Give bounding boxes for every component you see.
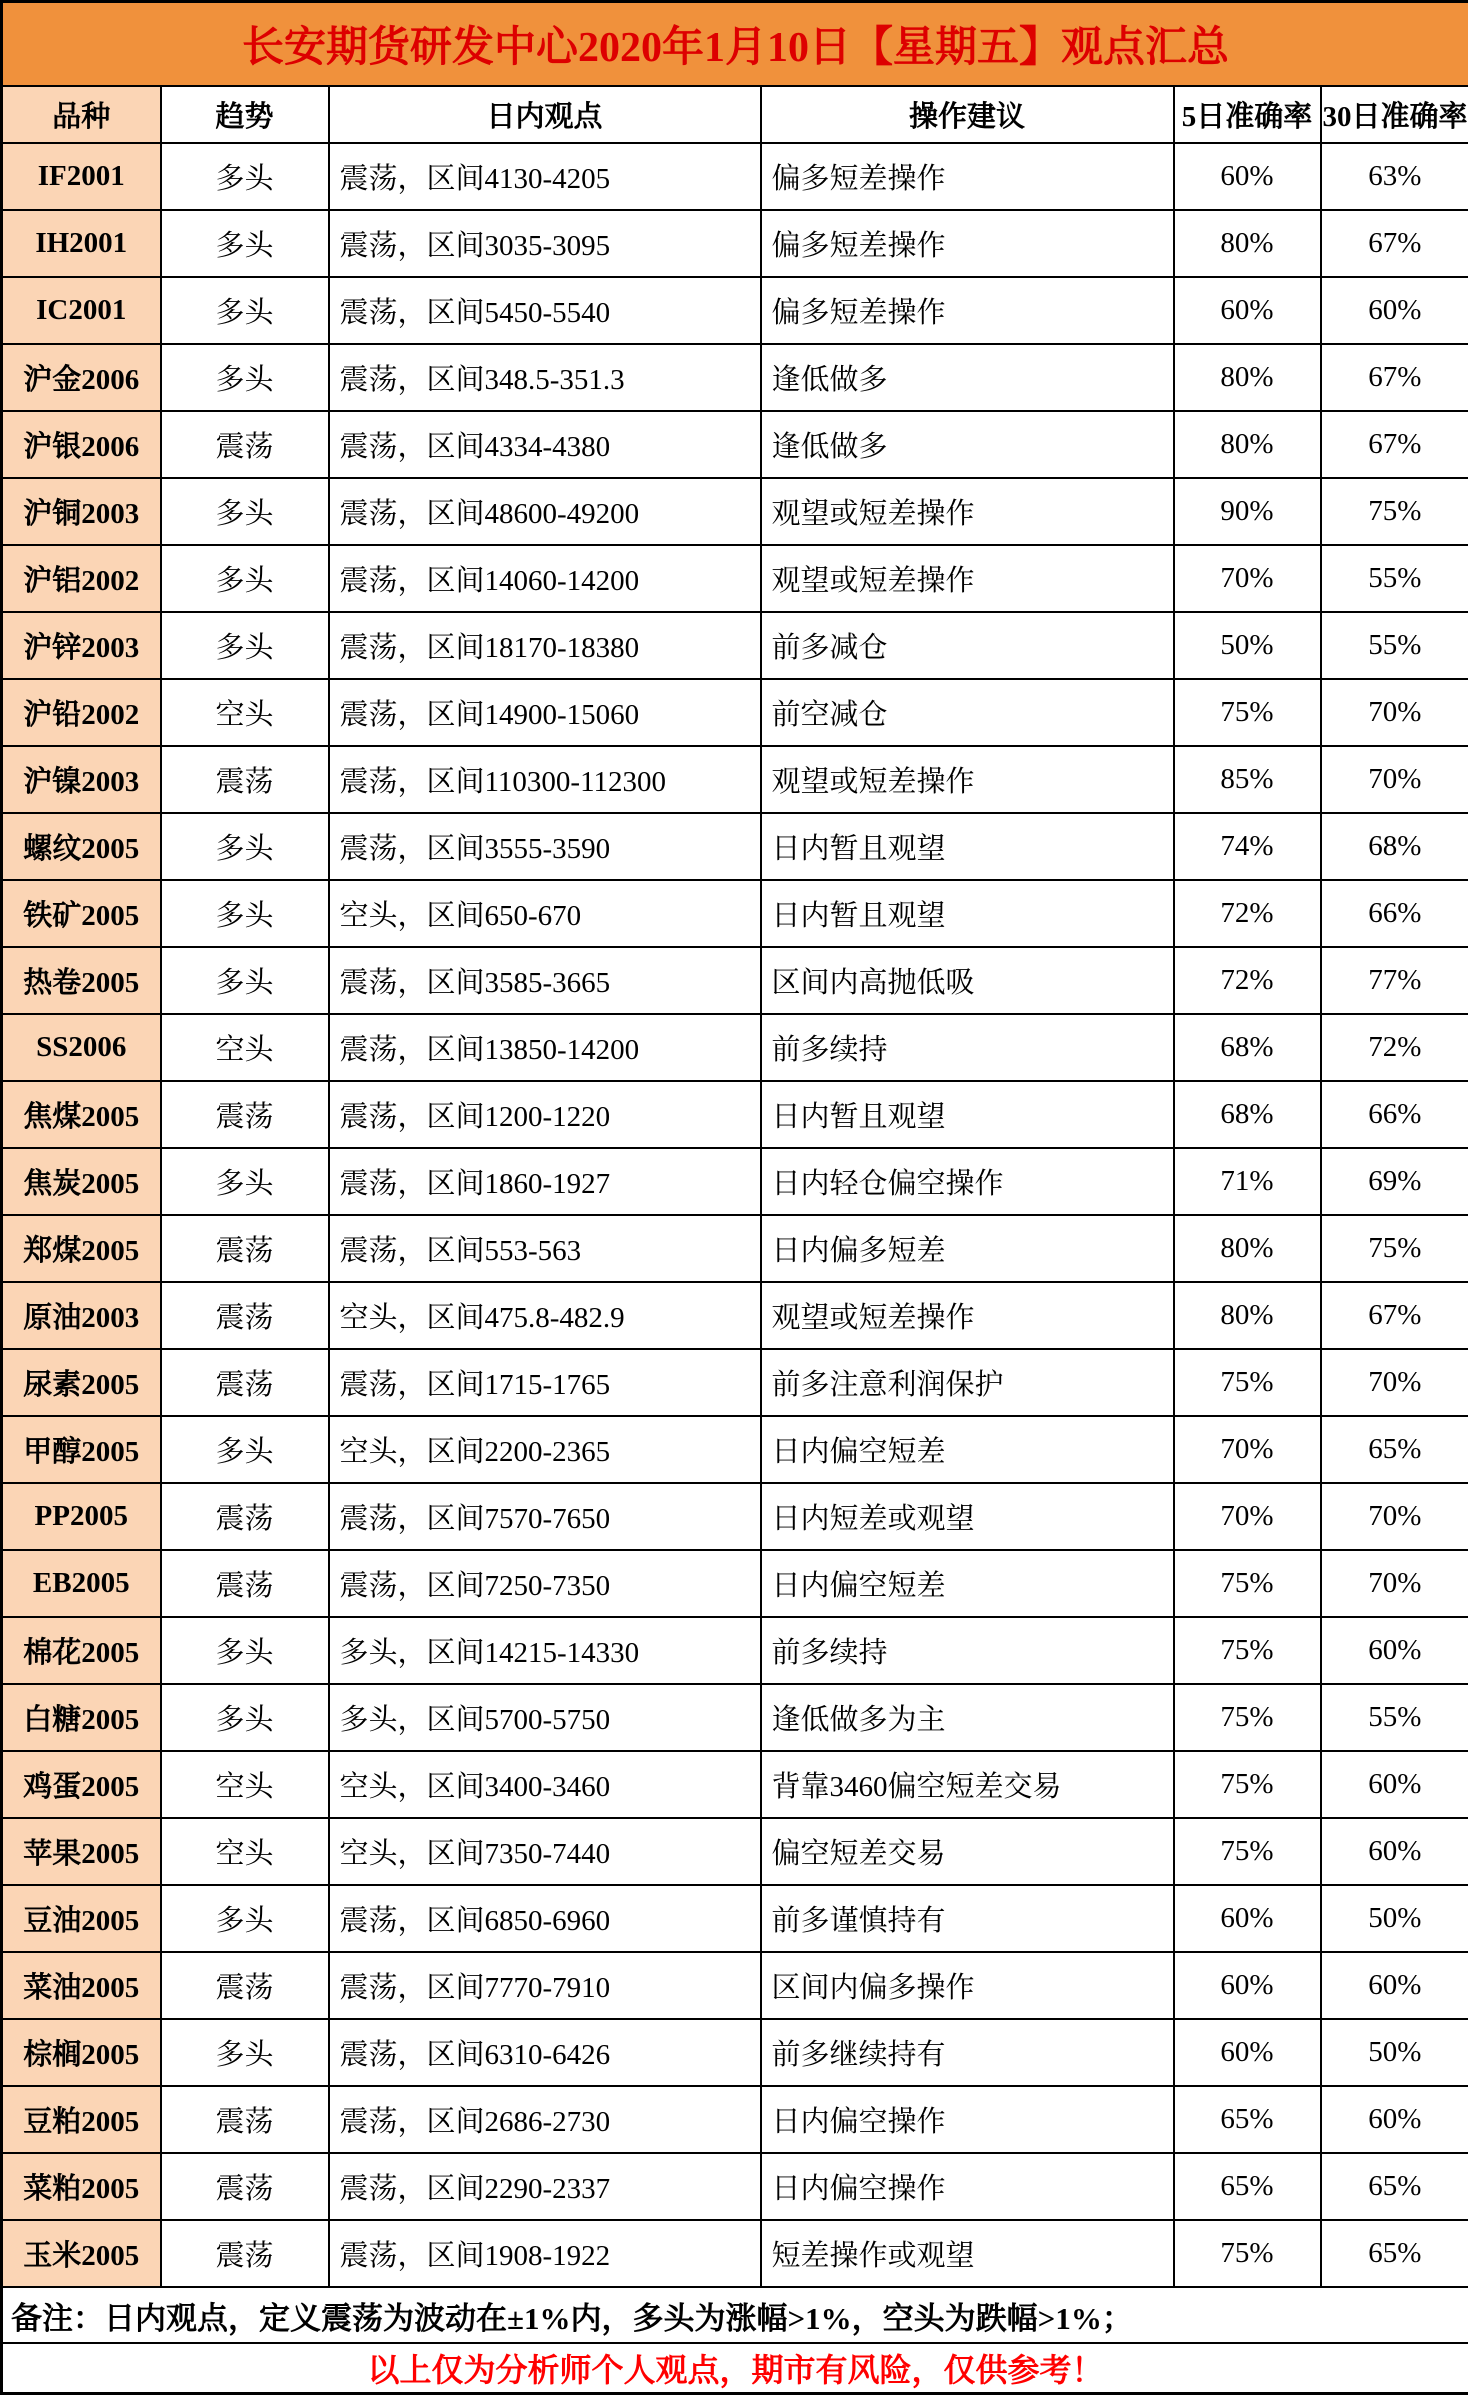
- accuracy-5d-cell: 80%: [1174, 1282, 1321, 1349]
- intraday-view-cell: 空头，区间2200-2365: [329, 1416, 761, 1483]
- table-row: [2, 411, 1468, 478]
- accuracy-5d-cell: 70%: [1174, 1416, 1321, 1483]
- page-title: 长安期货研发中心2020年1月10日【星期五】观点汇总: [2, 2, 1468, 87]
- variety-cell: SS2006: [2, 1014, 161, 1081]
- intraday-view-cell: 震荡，区间3035-3095: [329, 210, 761, 277]
- variety-cell: 沪锌2003: [2, 612, 161, 679]
- advice-cell: 观望或短差操作: [761, 478, 1174, 545]
- variety-cell: 沪铝2002: [2, 545, 161, 612]
- accuracy-30d-cell: 67%: [1321, 1282, 1468, 1349]
- table-row: [2, 344, 1468, 411]
- intraday-view-cell: 震荡，区间6850-6960: [329, 1885, 761, 1952]
- variety-cell: 鸡蛋2005: [2, 1751, 161, 1818]
- table-row: [2, 143, 1468, 210]
- table-row: [2, 1684, 1468, 1751]
- intraday-view-cell: 震荡，区间348.5-351.3: [329, 344, 761, 411]
- accuracy-5d-cell: 75%: [1174, 1818, 1321, 1885]
- advice-cell: 日内暂且观望: [761, 813, 1174, 880]
- intraday-view-cell: 震荡，区间1715-1765: [329, 1349, 761, 1416]
- variety-cell: 沪铅2002: [2, 679, 161, 746]
- table-row: [2, 746, 1468, 813]
- variety-cell: IC2001: [2, 277, 161, 344]
- advice-cell: 观望或短差操作: [761, 545, 1174, 612]
- accuracy-30d-cell: 66%: [1321, 880, 1468, 947]
- trend-cell: 多头: [161, 1617, 329, 1684]
- intraday-view-cell: 震荡，区间14900-15060: [329, 679, 761, 746]
- variety-cell: 郑煤2005: [2, 1215, 161, 1282]
- accuracy-30d-cell: 60%: [1321, 1617, 1468, 1684]
- intraday-view-cell: 震荡，区间4334-4380: [329, 411, 761, 478]
- intraday-view-cell: 震荡，区间13850-14200: [329, 1014, 761, 1081]
- accuracy-30d-cell: 60%: [1321, 2086, 1468, 2153]
- accuracy-5d-cell: 60%: [1174, 277, 1321, 344]
- intraday-view-cell: 多头，区间5700-5750: [329, 1684, 761, 1751]
- trend-cell: 震荡: [161, 1483, 329, 1550]
- table-row: [2, 813, 1468, 880]
- variety-cell: 菜粕2005: [2, 2153, 161, 2220]
- table-row: [2, 1416, 1468, 1483]
- intraday-view-cell: 震荡，区间2290-2337: [329, 2153, 761, 2220]
- advice-cell: 背靠3460偏空短差交易: [761, 1751, 1174, 1818]
- intraday-view-cell: 空头，区间650-670: [329, 880, 761, 947]
- trend-cell: 震荡: [161, 2086, 329, 2153]
- accuracy-30d-cell: 55%: [1321, 1684, 1468, 1751]
- trend-cell: 震荡: [161, 1081, 329, 1148]
- header-accuracy-30d: 30日准确率: [1321, 86, 1468, 143]
- table-row: [2, 478, 1468, 545]
- trend-cell: 多头: [161, 1416, 329, 1483]
- accuracy-5d-cell: 75%: [1174, 679, 1321, 746]
- accuracy-30d-cell: 66%: [1321, 1081, 1468, 1148]
- table-row: [2, 1349, 1468, 1416]
- table-row: [2, 2153, 1468, 2220]
- trend-cell: 震荡: [161, 411, 329, 478]
- variety-cell: 豆油2005: [2, 1885, 161, 1952]
- accuracy-5d-cell: 80%: [1174, 344, 1321, 411]
- accuracy-30d-cell: 67%: [1321, 344, 1468, 411]
- accuracy-30d-cell: 50%: [1321, 1885, 1468, 1952]
- accuracy-5d-cell: 75%: [1174, 1684, 1321, 1751]
- variety-cell: 沪镍2003: [2, 746, 161, 813]
- advice-cell: 偏多短差操作: [761, 210, 1174, 277]
- accuracy-30d-cell: 70%: [1321, 746, 1468, 813]
- variety-cell: IH2001: [2, 210, 161, 277]
- advice-cell: 日内轻仓偏空操作: [761, 1148, 1174, 1215]
- accuracy-5d-cell: 71%: [1174, 1148, 1321, 1215]
- trend-cell: 多头: [161, 612, 329, 679]
- trend-cell: 空头: [161, 1014, 329, 1081]
- table-row: [2, 947, 1468, 1014]
- column-header-row: [2, 86, 1468, 143]
- accuracy-5d-cell: 70%: [1174, 545, 1321, 612]
- trend-cell: 空头: [161, 1751, 329, 1818]
- accuracy-30d-cell: 70%: [1321, 679, 1468, 746]
- intraday-view-cell: 震荡，区间7250-7350: [329, 1550, 761, 1617]
- table-row: [2, 2019, 1468, 2086]
- table-body: [2, 143, 1468, 2287]
- accuracy-5d-cell: 90%: [1174, 478, 1321, 545]
- variety-cell: 原油2003: [2, 1282, 161, 1349]
- advice-cell: 日内短差或观望: [761, 1483, 1174, 1550]
- intraday-view-cell: 震荡，区间5450-5540: [329, 277, 761, 344]
- variety-cell: 尿素2005: [2, 1349, 161, 1416]
- advice-cell: 区间内高抛低吸: [761, 947, 1174, 1014]
- advice-cell: 前多继续持有: [761, 2019, 1174, 2086]
- accuracy-5d-cell: 65%: [1174, 2086, 1321, 2153]
- accuracy-5d-cell: 74%: [1174, 813, 1321, 880]
- accuracy-30d-cell: 70%: [1321, 1483, 1468, 1550]
- accuracy-30d-cell: 60%: [1321, 1818, 1468, 1885]
- table-row: [2, 1081, 1468, 1148]
- trend-cell: 多头: [161, 2019, 329, 2086]
- accuracy-30d-cell: 75%: [1321, 478, 1468, 545]
- table-row: [2, 2220, 1468, 2287]
- accuracy-30d-cell: 50%: [1321, 2019, 1468, 2086]
- accuracy-30d-cell: 55%: [1321, 612, 1468, 679]
- intraday-view-cell: 震荡，区间14060-14200: [329, 545, 761, 612]
- table-row: [2, 1014, 1468, 1081]
- accuracy-5d-cell: 80%: [1174, 210, 1321, 277]
- table-row: [2, 545, 1468, 612]
- intraday-view-cell: 震荡，区间7770-7910: [329, 1952, 761, 2019]
- advice-cell: 逢低做多: [761, 344, 1174, 411]
- variety-cell: 沪银2006: [2, 411, 161, 478]
- intraday-view-cell: 震荡，区间110300-112300: [329, 746, 761, 813]
- trend-cell: 震荡: [161, 1215, 329, 1282]
- accuracy-30d-cell: 65%: [1321, 2220, 1468, 2287]
- advice-cell: 日内偏空短差: [761, 1416, 1174, 1483]
- variety-cell: 沪金2006: [2, 344, 161, 411]
- advice-cell: 观望或短差操作: [761, 1282, 1174, 1349]
- variety-cell: 铁矿2005: [2, 880, 161, 947]
- variety-cell: 热卷2005: [2, 947, 161, 1014]
- intraday-view-cell: 多头，区间14215-14330: [329, 1617, 761, 1684]
- trend-cell: 震荡: [161, 746, 329, 813]
- intraday-view-cell: 震荡，区间4130-4205: [329, 143, 761, 210]
- accuracy-5d-cell: 70%: [1174, 1483, 1321, 1550]
- accuracy-5d-cell: 72%: [1174, 880, 1321, 947]
- table-row: [2, 1617, 1468, 1684]
- advice-cell: 前多续持: [761, 1014, 1174, 1081]
- intraday-view-cell: 震荡，区间7570-7650: [329, 1483, 761, 1550]
- accuracy-30d-cell: 60%: [1321, 277, 1468, 344]
- advice-cell: 前多谨慎持有: [761, 1885, 1174, 1952]
- disclaimer-text: 以上仅为分析师个人观点，期市有风险，仅供参考！: [2, 2343, 1468, 2394]
- trend-cell: 多头: [161, 277, 329, 344]
- advice-cell: 偏多短差操作: [761, 277, 1174, 344]
- header-variety: 品种: [2, 86, 161, 143]
- intraday-view-cell: 震荡，区间6310-6426: [329, 2019, 761, 2086]
- accuracy-5d-cell: 60%: [1174, 2019, 1321, 2086]
- advice-cell: 偏多短差操作: [761, 143, 1174, 210]
- accuracy-30d-cell: 67%: [1321, 210, 1468, 277]
- note-row: [2, 2287, 1468, 2343]
- advice-cell: 前多注意利润保护: [761, 1349, 1174, 1416]
- variety-cell: 焦炭2005: [2, 1148, 161, 1215]
- trend-cell: 空头: [161, 679, 329, 746]
- accuracy-5d-cell: 72%: [1174, 947, 1321, 1014]
- trend-cell: 多头: [161, 813, 329, 880]
- accuracy-5d-cell: 68%: [1174, 1081, 1321, 1148]
- advice-cell: 日内暂且观望: [761, 880, 1174, 947]
- note-text: 备注：日内观点，定义震荡为波动在±1%内，多头为涨幅>1%，空头为跌幅>1%；: [2, 2287, 1468, 2343]
- title-bar: [2, 2, 1468, 87]
- advice-cell: 日内偏空短差: [761, 1550, 1174, 1617]
- intraday-view-cell: 震荡，区间1860-1927: [329, 1148, 761, 1215]
- advice-cell: 偏空短差交易: [761, 1818, 1174, 1885]
- advice-cell: 区间内偏多操作: [761, 1952, 1174, 2019]
- accuracy-30d-cell: 77%: [1321, 947, 1468, 1014]
- accuracy-30d-cell: 60%: [1321, 1952, 1468, 2019]
- accuracy-5d-cell: 75%: [1174, 2220, 1321, 2287]
- accuracy-30d-cell: 60%: [1321, 1751, 1468, 1818]
- advice-cell: 日内偏多短差: [761, 1215, 1174, 1282]
- accuracy-5d-cell: 60%: [1174, 1885, 1321, 1952]
- accuracy-30d-cell: 55%: [1321, 545, 1468, 612]
- table-row: [2, 880, 1468, 947]
- table-row: [2, 1483, 1468, 1550]
- accuracy-5d-cell: 80%: [1174, 1215, 1321, 1282]
- table-row: [2, 1885, 1468, 1952]
- intraday-view-cell: 震荡，区间18170-18380: [329, 612, 761, 679]
- advice-cell: 观望或短差操作: [761, 746, 1174, 813]
- variety-cell: 棉花2005: [2, 1617, 161, 1684]
- trend-cell: 震荡: [161, 1952, 329, 2019]
- variety-cell: 苹果2005: [2, 1818, 161, 1885]
- accuracy-30d-cell: 68%: [1321, 813, 1468, 880]
- accuracy-30d-cell: 75%: [1321, 1215, 1468, 1282]
- advice-cell: 前多续持: [761, 1617, 1174, 1684]
- variety-cell: EB2005: [2, 1550, 161, 1617]
- intraday-view-cell: 震荡，区间553-563: [329, 1215, 761, 1282]
- advice-cell: 短差操作或观望: [761, 2220, 1174, 2287]
- variety-cell: PP2005: [2, 1483, 161, 1550]
- trend-cell: 多头: [161, 143, 329, 210]
- table-row: [2, 1148, 1468, 1215]
- intraday-view-cell: 震荡，区间3585-3665: [329, 947, 761, 1014]
- header-intraday-view: 日内观点: [329, 86, 761, 143]
- advice-cell: 日内偏空操作: [761, 2153, 1174, 2220]
- variety-cell: 棕榈2005: [2, 2019, 161, 2086]
- accuracy-5d-cell: 75%: [1174, 1349, 1321, 1416]
- disclaimer-row: [2, 2343, 1468, 2394]
- intraday-view-cell: 震荡，区间2686-2730: [329, 2086, 761, 2153]
- accuracy-30d-cell: 63%: [1321, 143, 1468, 210]
- table-row: [2, 210, 1468, 277]
- trend-cell: 多头: [161, 344, 329, 411]
- accuracy-5d-cell: 85%: [1174, 746, 1321, 813]
- intraday-view-cell: 空头，区间475.8-482.9: [329, 1282, 761, 1349]
- intraday-view-cell: 空头，区间7350-7440: [329, 1818, 761, 1885]
- header-accuracy-5d: 5日准确率: [1174, 86, 1321, 143]
- accuracy-30d-cell: 65%: [1321, 2153, 1468, 2220]
- trend-cell: 震荡: [161, 2153, 329, 2220]
- variety-cell: 甲醇2005: [2, 1416, 161, 1483]
- table-row: [2, 612, 1468, 679]
- trend-cell: 多头: [161, 1684, 329, 1751]
- variety-cell: 玉米2005: [2, 2220, 161, 2287]
- table-row: [2, 1282, 1468, 1349]
- trend-cell: 多头: [161, 947, 329, 1014]
- accuracy-5d-cell: 75%: [1174, 1751, 1321, 1818]
- variety-cell: 豆粕2005: [2, 2086, 161, 2153]
- table-row: [2, 1952, 1468, 2019]
- table-row: [2, 1818, 1468, 1885]
- trend-cell: 多头: [161, 545, 329, 612]
- accuracy-5d-cell: 68%: [1174, 1014, 1321, 1081]
- table-row: [2, 1215, 1468, 1282]
- accuracy-5d-cell: 50%: [1174, 612, 1321, 679]
- variety-cell: 螺纹2005: [2, 813, 161, 880]
- variety-cell: 白糖2005: [2, 1684, 161, 1751]
- accuracy-30d-cell: 65%: [1321, 1416, 1468, 1483]
- accuracy-5d-cell: 80%: [1174, 411, 1321, 478]
- intraday-view-cell: 空头，区间3400-3460: [329, 1751, 761, 1818]
- trend-cell: 多头: [161, 478, 329, 545]
- trend-cell: 震荡: [161, 1349, 329, 1416]
- variety-cell: 菜油2005: [2, 1952, 161, 2019]
- accuracy-30d-cell: 70%: [1321, 1349, 1468, 1416]
- intraday-view-cell: 震荡，区间48600-49200: [329, 478, 761, 545]
- accuracy-5d-cell: 75%: [1174, 1617, 1321, 1684]
- table-row: [2, 679, 1468, 746]
- table-row: [2, 1751, 1468, 1818]
- accuracy-5d-cell: 60%: [1174, 1952, 1321, 2019]
- accuracy-30d-cell: 67%: [1321, 411, 1468, 478]
- accuracy-5d-cell: 65%: [1174, 2153, 1321, 2220]
- header-trend: 趋势: [161, 86, 329, 143]
- trend-cell: 多头: [161, 1885, 329, 1952]
- advice-cell: 逢低做多: [761, 411, 1174, 478]
- accuracy-30d-cell: 72%: [1321, 1014, 1468, 1081]
- intraday-view-cell: 震荡，区间3555-3590: [329, 813, 761, 880]
- variety-cell: 焦煤2005: [2, 1081, 161, 1148]
- advice-cell: 日内暂且观望: [761, 1081, 1174, 1148]
- trend-cell: 多头: [161, 210, 329, 277]
- trend-cell: 震荡: [161, 1282, 329, 1349]
- table-row: [2, 1550, 1468, 1617]
- trend-cell: 震荡: [161, 2220, 329, 2287]
- intraday-view-cell: 震荡，区间1908-1922: [329, 2220, 761, 2287]
- advice-cell: 逢低做多为主: [761, 1684, 1174, 1751]
- trend-cell: 多头: [161, 1148, 329, 1215]
- table-row: [2, 2086, 1468, 2153]
- trend-cell: 震荡: [161, 1550, 329, 1617]
- trend-cell: 多头: [161, 880, 329, 947]
- accuracy-30d-cell: 69%: [1321, 1148, 1468, 1215]
- advice-cell: 前空减仓: [761, 679, 1174, 746]
- accuracy-5d-cell: 75%: [1174, 1550, 1321, 1617]
- advice-cell: 前多减仓: [761, 612, 1174, 679]
- accuracy-5d-cell: 60%: [1174, 143, 1321, 210]
- variety-cell: 沪铜2003: [2, 478, 161, 545]
- accuracy-30d-cell: 70%: [1321, 1550, 1468, 1617]
- trend-cell: 空头: [161, 1818, 329, 1885]
- intraday-view-cell: 震荡，区间1200-1220: [329, 1081, 761, 1148]
- table-row: [2, 277, 1468, 344]
- header-advice: 操作建议: [761, 86, 1174, 143]
- variety-cell: IF2001: [2, 143, 161, 210]
- advice-cell: 日内偏空操作: [761, 2086, 1174, 2153]
